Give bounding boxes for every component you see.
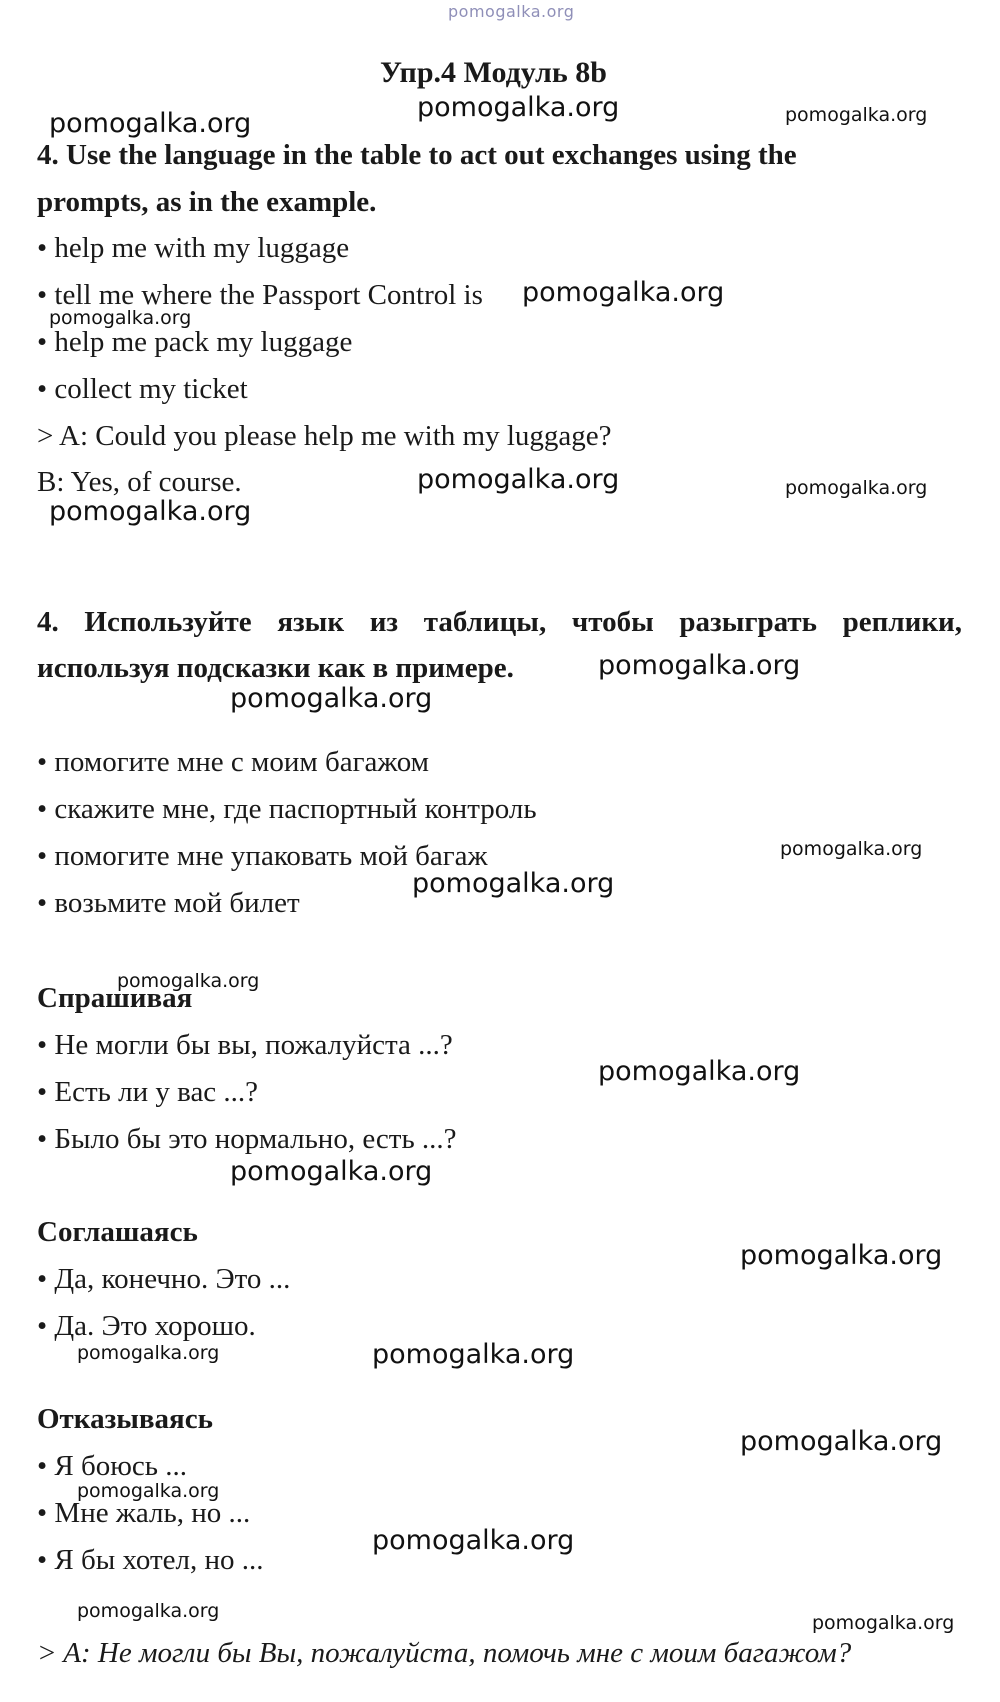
watermark: pomogalka.org (230, 683, 433, 714)
watermark: pomogalka.org (77, 1342, 220, 1364)
watermark: pomogalka.org (230, 1156, 433, 1187)
asking-item-2: • Есть ли у вас ...? (37, 1076, 259, 1108)
asking-item-3: • Было бы это нормально, есть ...? (37, 1123, 457, 1155)
watermark: pomogalka.org (49, 496, 252, 527)
watermark: pomogalka.org (412, 868, 615, 899)
watermark: pomogalka.org (740, 1240, 943, 1271)
english-bullet-1: • help me with my luggage (37, 232, 350, 264)
agreeing-item-2: • Да. Это хорошо. (37, 1310, 256, 1342)
russian-example-a: > A: Не могли бы Вы, пожалуйста, помочь мне с моим багажом? (37, 1637, 852, 1669)
watermark: pomogalka.org (812, 1612, 955, 1634)
watermark: pomogalka.org (417, 464, 620, 495)
watermark: pomogalka.org (522, 277, 725, 308)
agreeing-item-1: • Да, конечно. Это ... (37, 1263, 291, 1295)
english-task-line-1: 4. Use the language in the table to act out exchanges using the (37, 139, 797, 171)
russian-task-line-2: используя подсказки как в примере. (37, 652, 514, 684)
english-task-line-2: prompts, as in the example. (37, 186, 377, 218)
top-watermark: pomogalka.org (448, 2, 575, 21)
asking-heading: Спрашивая (37, 982, 193, 1014)
watermark: pomogalka.org (372, 1339, 575, 1370)
english-example-b: B: Yes, of course. (37, 466, 242, 498)
refusing-item-1: • Я боюсь ... (37, 1450, 188, 1482)
refusing-item-3: • Я бы хотел, но ... (37, 1544, 264, 1576)
english-example-a: > A: Could you please help me with my luggage? (37, 420, 612, 452)
watermark: pomogalka.org (77, 1480, 220, 1502)
refusing-item-2: • Мне жаль, но ... (37, 1497, 251, 1529)
russian-task-line-1: 4. Используйте язык из таблицы, чтобы разыграть реплики, (37, 606, 962, 638)
agreeing-heading: Соглашаясь (37, 1216, 198, 1248)
russian-bullet-2: • скажите мне, где паспортный контроль (37, 793, 537, 825)
asking-item-1: • Не могли бы вы, пожалуйста ...? (37, 1029, 453, 1061)
russian-bullet-3: • помогите мне упаковать мой багаж (37, 840, 488, 872)
english-bullet-4: • collect my ticket (37, 373, 248, 405)
watermark: pomogalka.org (598, 1056, 801, 1087)
russian-bullet-4: • возьмите мой билет (37, 887, 300, 919)
watermark: pomogalka.org (785, 104, 928, 126)
watermark: pomogalka.org (77, 1600, 220, 1622)
watermark: pomogalka.org (740, 1426, 943, 1457)
watermark: pomogalka.org (785, 477, 928, 499)
refusing-heading: Отказываясь (37, 1403, 213, 1435)
english-bullet-2: • tell me where the Passport Control is (37, 279, 483, 311)
watermark: pomogalka.org (117, 970, 260, 992)
english-bullet-3: • help me pack my luggage (37, 326, 353, 358)
watermark: pomogalka.org (417, 92, 620, 123)
russian-bullet-1: • помогите мне с моим багажом (37, 746, 430, 778)
watermark: pomogalka.org (598, 650, 801, 681)
watermark: pomogalka.org (372, 1525, 575, 1556)
watermark: pomogalka.org (49, 307, 192, 329)
watermark: pomogalka.org (49, 108, 252, 139)
page-title: Упр.4 Модуль 8b (380, 56, 607, 89)
watermark: pomogalka.org (780, 838, 923, 860)
